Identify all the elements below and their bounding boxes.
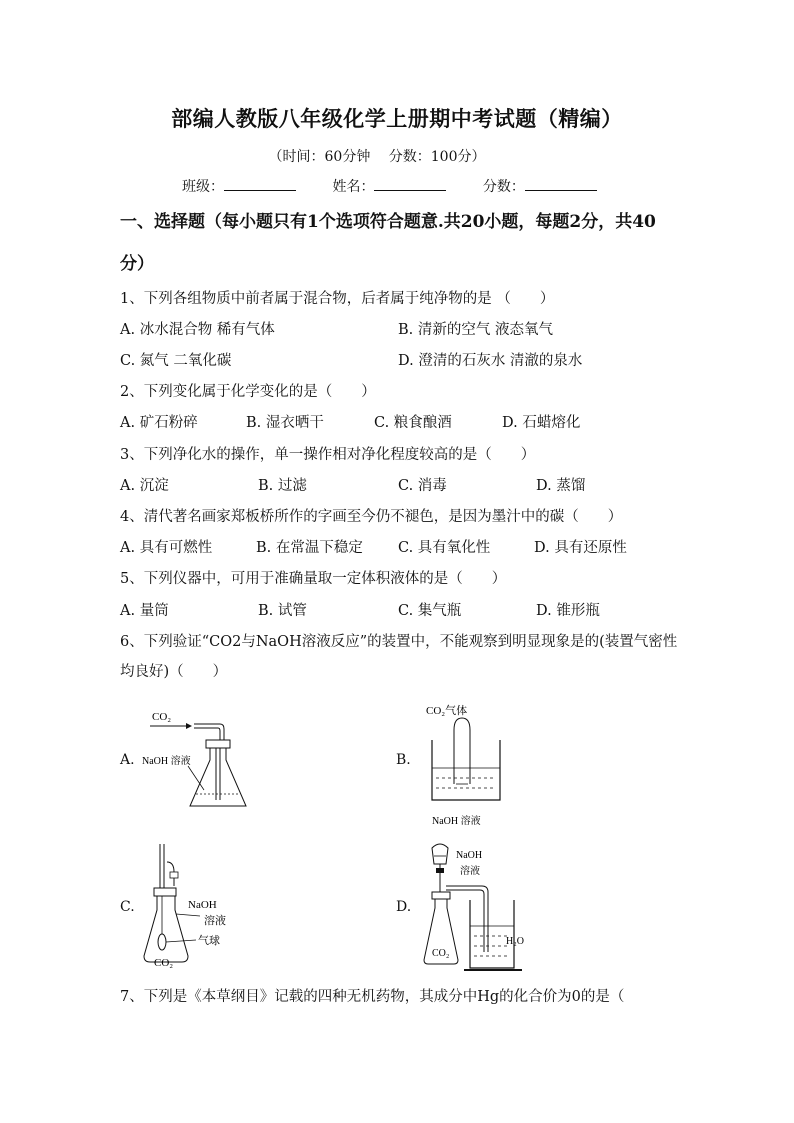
question-5-stem: 5、下列仪器中，可用于准确量取一定体积液体的是（ ） (120, 571, 507, 587)
test-tube (454, 718, 470, 784)
class-blank[interactable] (224, 176, 296, 191)
stopper (154, 888, 176, 896)
diagram-c-solution-label: 溶液 (204, 915, 226, 927)
separatory-funnel (432, 844, 448, 864)
diagram-b-co2-label: CO₂气体 (426, 705, 468, 717)
question-2-stem: 2、下列变化属于化学变化的是（ ） (120, 384, 376, 400)
diagram-b-naoh-label: NaOH 溶液 (432, 816, 481, 827)
score-blank[interactable] (525, 176, 597, 191)
balloon-icon (158, 934, 166, 950)
beaker (470, 900, 514, 968)
q4-option-b: B. 在常温下稳定 (256, 540, 363, 556)
diagram-a-co2-label: CO₂ (152, 711, 172, 723)
diagram-a-flask (138, 702, 248, 812)
q4-option-c: C. 具有氧化性 (398, 540, 491, 556)
delivery-tube (446, 886, 488, 952)
q1-option-a: A. 冰水混合物 稀有气体 (120, 322, 275, 338)
q5-option-a: A. 量筒 (120, 603, 169, 619)
diagram-c-flask (140, 842, 250, 972)
conical-flask (190, 748, 246, 806)
q4-option-d: D. 具有还原性 (534, 540, 627, 556)
q2-option-c: C. 粮食酿酒 (374, 415, 452, 431)
class-label: 班级： (182, 179, 224, 195)
question-6-stem: 6、下列验证“CO2与NaOH溶液反应”的装置中，不能观察到明显现象是的(装置气密性均良好)（ ） (120, 634, 678, 680)
q6-option-d: D. (396, 899, 412, 915)
name-blank[interactable] (374, 176, 446, 191)
q5-option-d: D. 锥形瓶 (536, 603, 600, 619)
question-7-stem: 7、下列是《本草纲目》记载的四种无机药物，其成分中Hg的化合价为0的是（ (120, 989, 625, 1005)
diagram-d-co2-label: CO₂ (432, 948, 450, 959)
beaker (432, 740, 500, 800)
page-title: 部编人教版八年级化学上册期中考试题（精编） (171, 106, 623, 131)
diagram-c-balloon-label: 气球 (198, 935, 220, 947)
q1-option-b: B. 清新的空气 液态氧气 (398, 322, 553, 338)
question-3-stem: 3、下列净化水的操作，单一操作相对净化程度较高的是（ ） (120, 447, 536, 463)
q5-option-c: C. 集气瓶 (398, 603, 462, 619)
q5-option-b: B. 试管 (258, 603, 307, 619)
student-info-line (182, 176, 629, 196)
q2-option-a: A. 矿石粉碎 (120, 415, 198, 431)
q3-option-b: B. 过滤 (258, 478, 307, 494)
name-label: 姓名： (332, 179, 375, 195)
exam-subtitle: （时间：60分钟 分数：100分） (268, 149, 486, 165)
score-label: 分数： (482, 179, 525, 195)
diagram-c-co2-label: CO₂ (154, 957, 174, 969)
q2-option-d: D. 石蜡熔化 (502, 415, 581, 431)
q2-option-b: B. 湿衣晒干 (246, 415, 324, 431)
q1-option-c: C. 氮气 二氧化碳 (120, 353, 232, 369)
diagram-b-beaker (420, 700, 510, 830)
q6-option-c: C. (120, 899, 135, 915)
diagram-c-naoh-label: NaOH (188, 899, 217, 911)
q3-option-c: C. 消毒 (398, 478, 447, 494)
q3-option-d: D. 蒸馏 (536, 478, 586, 494)
diagram-d-solution-label: 溶液 (460, 866, 480, 877)
section-heading: 一、选择题（每小题只有1个选项符合题意.共20小题，每题2分，共40分） (120, 212, 656, 274)
diagram-d-naoh-label: NaOH (456, 850, 483, 861)
question-4-stem: 4、清代著名画家郑板桥所作的字画至今仍不褪色，是因为墨汁中的碳（ ） (120, 509, 623, 525)
stopcock-icon (436, 868, 444, 873)
arrow-head-icon (186, 723, 192, 729)
q6-option-a: A. (120, 752, 135, 768)
q1-option-d: D. 澄清的石灰水 清澈的泉水 (398, 353, 583, 369)
q3-option-a: A. 沉淀 (120, 478, 169, 494)
q6-option-b: B. (396, 752, 411, 768)
diagram-d-h2o-label: H₂O (506, 936, 524, 947)
diagram-a-naoh-label: NaOH 溶液 (142, 756, 191, 767)
stopper (206, 740, 230, 748)
conical-flask (144, 896, 188, 962)
question-1-stem: 1、下列各组物质中前者属于混合物，后者属于纯净物的是 （ ） (120, 291, 555, 307)
diagram-d-apparatus (418, 842, 528, 974)
q4-option-a: A. 具有可燃性 (120, 540, 213, 556)
